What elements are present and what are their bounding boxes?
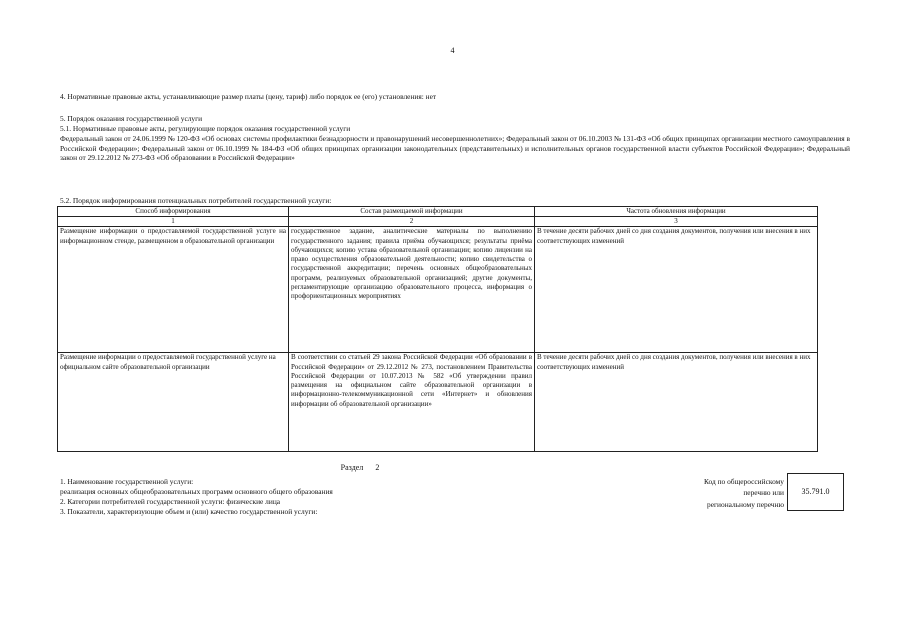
service-name-value: реализация основных общеобразовательных программ основного общего образования [60,486,333,496]
table-cell-method: Размещение информации о предоставляемой государственной услуге на официальном сайте образовательной организации [58,353,289,452]
code-label-line-1: Код по общероссийскому [703,477,784,486]
table-number-2: 2 [289,217,535,227]
table-row [58,227,818,353]
section-heading [300,463,420,474]
code-label-line-3: региональному перечню [707,499,784,509]
table-header-frequency: Частота обновления информации [535,207,818,217]
section-5 [60,114,850,163]
table-cell-method: Размещение информации о предоставляемой государственной услуге на информационном стенде, размещенном в образовательной организации [58,227,289,353]
code-box [787,473,844,511]
table-number-3: 3 [535,217,818,227]
indicators-title: 3. Показатели, характеризующие объем и (или) качество государственной услуги: [60,506,318,516]
table-header-content: Состав размещаемой информации [289,207,535,217]
information-table [57,206,818,452]
section-5-1-text: Федеральный закон от 24.06.1999 № 120-ФЗ «Об основах системы профилактики безнадзорности и правонарушений несовершеннолетних»; Федеральный закон от 06.10.2003 № 131-ФЗ «Об общих принципах организации местного самоуправления в Российской Федерации»; Федеральный закон от 06.10.1999 № 184-ФЗ «Об общих принципах организации законодательных (представительных) и исполнительных органов государственной власти субъектов Российской Федерации»; Федеральный закон от 29.12.2012 № 273-ФЗ «Об образовании в Российской Федерации» [60,133,850,163]
code-label-line-2: перечню или [743,488,784,498]
service-name-title: 1. Наименование государственной услуги: [60,477,194,486]
section-4 [60,92,850,102]
table-cell-frequency: В течение десяти рабочих дней со дня создания документов, получения или внесения в них соответствующих изменений [535,353,818,452]
section-heading-label: Раздел [340,463,364,472]
section-5-title: 5. Порядок оказания государственной услуги [60,114,203,123]
page-number: 4 [450,46,455,55]
table-cell-content: государственное задание, аналитические материалы по выполнению государственного задания; правила приёма обучающихся; результаты приёма обучающихся; копию устава образовательной организации; копию лицензии на право осуществления образовательной деятельности; копию свидетельства о государственной аккредитации; перечень основных общеобразовательных программ, реализуемых образовательной организацией; другие документы, регламентирующие организацию образовательного процесса, информация о профориентационных мероприятиях [289,227,535,353]
service-info [60,477,580,516]
section-5-2-title: 5.2. Порядок информирования потенциальных потребителей государственной услуги: [60,196,332,205]
table-number-row [58,217,818,227]
table-cell-frequency: В течение десяти рабочих дней со дня создания документов, получения или внесения в них соответствующих изменений [535,227,818,353]
table-header-method: Способ информирования [58,207,289,217]
table-number-1: 1 [58,217,289,227]
code-label [640,476,784,510]
consumer-category: 2. Категории потребителей государственной услуги: физические лица [60,496,281,506]
section-4-text: 4. Нормативные правовые акты, устанавливающие размер платы (цену, тариф) либо порядок ее (его) установления: нет [60,92,437,101]
table-cell-content: В соответствии со статьей 29 закона Российской Федерации «Об образовании в Российской Федерации» от 29.12.2012 № 273, постановлением Правительства Российской Федерации от 10.07.2013 № 582 «Об утверждении правил размещения на официальном сайте образовательной организации в информационно-телекоммуникационной сети «Интернет» и обновления информации об образовательной организации» [289,353,535,452]
section-5-1-title: 5.1. Нормативные правовые акты, регулирующие порядок оказания государственной услуги [60,123,351,133]
table-header-row [58,207,818,217]
code-value: 35.791.0 [801,486,830,496]
section-heading-number: 2 [375,463,380,472]
table-row [58,353,818,452]
